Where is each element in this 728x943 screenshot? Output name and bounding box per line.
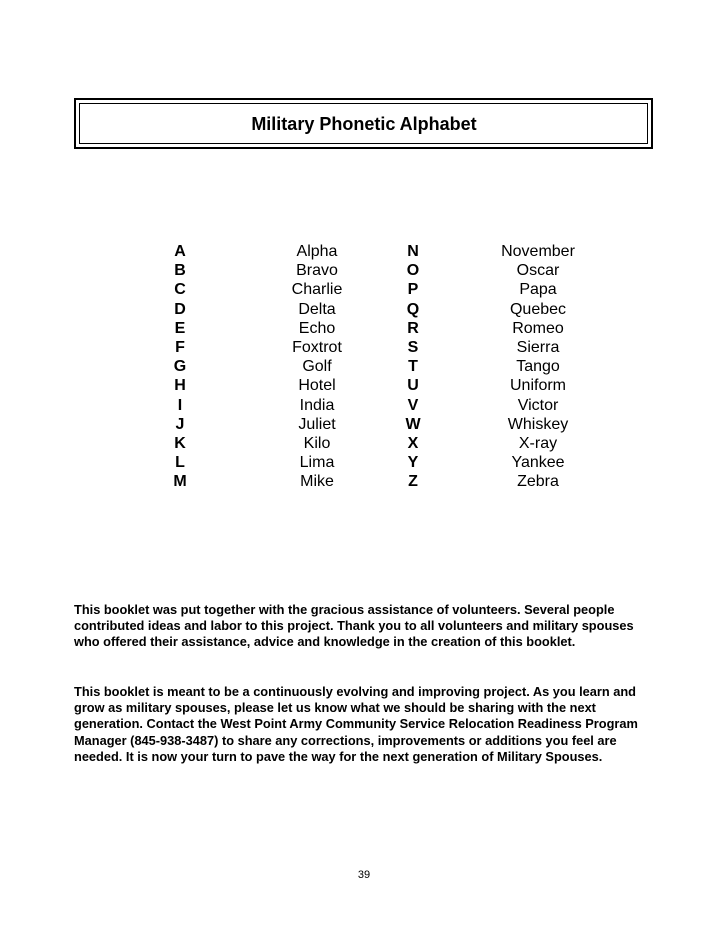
- alphabet-row: [0, 453, 728, 472]
- code-word: Juliet: [298, 415, 336, 433]
- code-word: Papa: [519, 281, 557, 299]
- letter: I: [177, 396, 183, 414]
- code-word: India: [299, 396, 335, 414]
- letter: J: [175, 415, 185, 433]
- alphabet-row: [0, 415, 728, 434]
- code-word: Kilo: [303, 434, 331, 452]
- alphabet-row: [0, 396, 728, 415]
- page-title: Military Phonetic Alphabet: [251, 114, 477, 134]
- code-word: Oscar: [516, 262, 560, 280]
- code-word: Romeo: [512, 319, 564, 337]
- letter: D: [174, 300, 186, 318]
- code-word: Zebra: [517, 473, 559, 491]
- letter: F: [175, 338, 185, 356]
- code-word: Uniform: [509, 377, 566, 395]
- alphabet-row: [0, 242, 728, 261]
- alphabet-row: [0, 280, 728, 299]
- code-word: Bravo: [296, 262, 338, 280]
- letter: X: [407, 434, 419, 452]
- letter: P: [407, 281, 419, 299]
- letter: K: [174, 434, 186, 452]
- code-word: Quebec: [509, 300, 567, 318]
- letter: B: [174, 262, 186, 280]
- letter: Z: [408, 473, 418, 491]
- letter: O: [406, 262, 420, 280]
- letter: A: [174, 243, 186, 260]
- letter: M: [173, 473, 187, 491]
- letter: G: [173, 358, 187, 376]
- code-word: November: [501, 243, 575, 260]
- alphabet-row: [0, 319, 728, 338]
- letter: Y: [407, 454, 419, 472]
- letter: L: [175, 454, 185, 472]
- letter: T: [408, 358, 418, 376]
- letter: Q: [406, 300, 420, 318]
- code-word: Sierra: [516, 338, 560, 356]
- code-word: Echo: [298, 319, 336, 337]
- code-word: Charlie: [291, 281, 343, 299]
- acknowledgement-paragraph: This booklet was put together with the gracious assistance of volunteers. Several people contributed ideas and labor to this project. Thank you to all volunteers and military spouses who offered their assistance, advice and knowledge in the creation of this booklet.: [74, 602, 634, 650]
- letter: R: [407, 319, 419, 337]
- code-word: Alpha: [296, 243, 338, 260]
- code-word: Hotel: [298, 377, 336, 395]
- code-word: Tango: [516, 358, 560, 376]
- code-word: Whiskey: [507, 415, 569, 433]
- letter: W: [405, 415, 421, 433]
- alphabet-row: [0, 300, 728, 319]
- code-word: Yankee: [511, 454, 565, 472]
- alphabet-row: [0, 434, 728, 453]
- alphabet-row: [0, 376, 728, 395]
- letter: S: [407, 338, 419, 356]
- alphabet-row: [0, 338, 728, 357]
- code-word: X-ray: [518, 434, 558, 452]
- code-word: Foxtrot: [292, 338, 342, 356]
- code-word: Victor: [517, 396, 559, 414]
- page-number: 39: [357, 869, 371, 881]
- letter: N: [407, 243, 419, 260]
- letter: H: [174, 377, 186, 395]
- letter: E: [174, 319, 186, 337]
- alphabet-row: [0, 261, 728, 280]
- letter: C: [174, 281, 186, 299]
- alphabet-row: [0, 357, 728, 376]
- alphabet-row: [0, 472, 728, 491]
- code-word: Delta: [298, 300, 336, 318]
- code-word: Golf: [302, 358, 332, 376]
- code-word: Lima: [299, 454, 335, 472]
- letter: U: [407, 377, 419, 395]
- contact-paragraph: This booklet is meant to be a continuously evolving and improving project. As you learn and grow as military spouses, please let us know what we should be sharing with the next generation. Contact the West Point Army Community Service Relocation Readiness Program Manager (845-938-3487) to share any corrections, improvements or additions you feel are needed. It is now your turn to pave the way for the next generation of Military Spouses.: [74, 684, 638, 764]
- letter: V: [407, 396, 419, 414]
- code-word: Mike: [300, 473, 334, 491]
- phonetic-alphabet-table: [0, 242, 728, 491]
